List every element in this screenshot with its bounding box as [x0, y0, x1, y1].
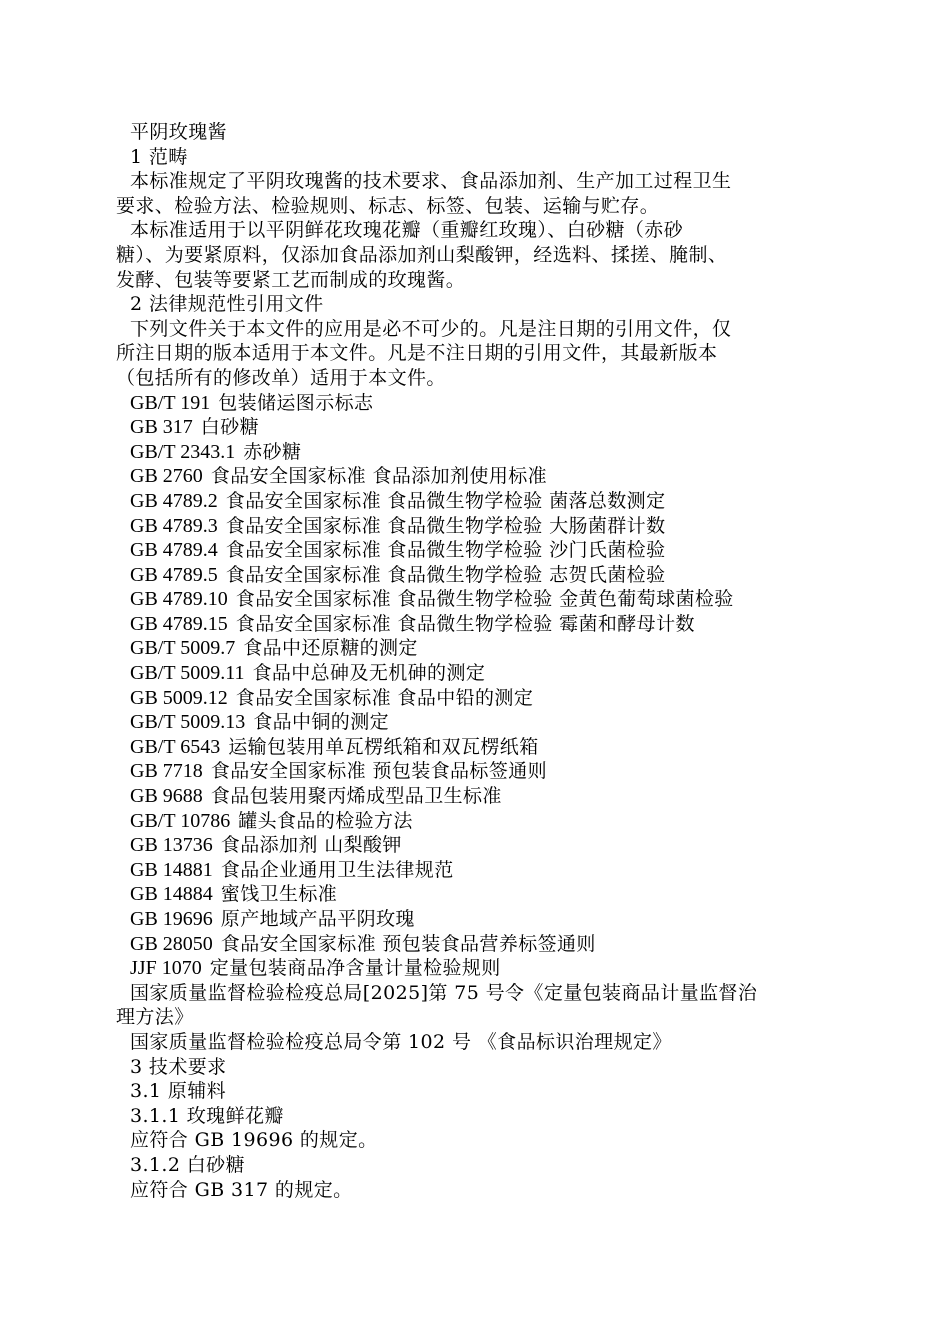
reference-item [116, 932, 836, 957]
reference-title: 包装储运图示标志 [218, 391, 374, 414]
reference-code: GB 28050 [130, 932, 213, 955]
reference-code: GB 14881 [130, 858, 213, 881]
section-3-heading: 3 技术要求 [130, 1055, 227, 1078]
section-3-1-2-heading: 3.1.2 白砂糖 [130, 1153, 245, 1176]
reference-title: 食品安全国家标准 食品微生物学检验 菌落总数测定 [225, 489, 666, 512]
reference-item [116, 661, 836, 686]
reference-title: 食品安全国家标准 食品微生物学检验 大肠菌群计数 [225, 514, 666, 537]
reference-code: GB/T 10786 [130, 809, 231, 832]
scope-paragraph-2-line-1: 本标准适用于以平阴鲜花玫瑰花瓣（重瓣红玫瑰）、白砂糖（赤砂 [130, 219, 684, 242]
scope-paragraph-1-line-2: 要求、检验方法、检验规则、标志、标签、包装、运输与贮存。 [116, 194, 660, 217]
reference-title: 定量包装商品净含量计量检验规则 [209, 957, 501, 980]
reference-title: 食品安全国家标准 预包装食品营养标签通则 [220, 932, 596, 955]
reference-code: GB 19696 [130, 908, 213, 930]
reference-code: GB/T 5009.7 [130, 637, 236, 660]
document-title: 平阴玫瑰酱 [130, 121, 228, 143]
reference-item [116, 415, 836, 440]
reference-item [116, 735, 836, 760]
reference-code: GB 4789.3 [130, 514, 218, 537]
reference-title: 白砂糖 [200, 416, 259, 439]
decree-2: 国家质量监督检验检疫总局令第 102 号 《食品标识治理规定》 [130, 1030, 672, 1053]
reference-code: GB 4789.4 [130, 539, 218, 562]
reference-item [116, 907, 836, 932]
reference-code: GB 7718 [130, 760, 203, 783]
reference-item [116, 464, 836, 489]
reference-code: GB 4789.15 [130, 612, 228, 635]
reference-title: 罐头食品的检验方法 [238, 809, 413, 832]
reference-code: GB/T 191 [130, 391, 211, 414]
reference-item [116, 440, 836, 465]
reference-title: 食品安全国家标准 食品添加剂使用标准 [210, 465, 548, 488]
reference-title: 食品安全国家标准 食品微生物学检验 霉菌和酵母计数 [235, 612, 695, 635]
reference-code: JJF 1070 [130, 957, 202, 980]
reference-item [116, 784, 836, 809]
section-2-heading: 2 法律规范性引用文件 [130, 293, 324, 316]
reference-code: GB/T 2343.1 [130, 440, 236, 463]
reference-item [116, 587, 836, 612]
reference-code: GB 4789.5 [130, 563, 218, 586]
reference-title: 食品中还原糖的测定 [243, 637, 418, 660]
reference-item [116, 809, 836, 834]
section-3-1-1-heading: 3.1.1 玫瑰鲜花瓣 [130, 1104, 284, 1127]
reference-code: GB 2760 [130, 465, 203, 488]
reference-item [116, 612, 836, 637]
reference-title: 食品安全国家标准 食品微生物学检验 金黄色葡萄球菌检验 [235, 588, 734, 611]
scope-paragraph-1-line-1: 本标准规定了平阴玫瑰酱的技术要求、食品添加剂、生产加工过程卫生 [130, 170, 732, 193]
reference-item [116, 956, 836, 981]
references-intro-line-2: 所注日期的版本适用于本文件。凡是不注日期的引用文件，其最新版本 [116, 342, 718, 365]
reference-code: GB 14884 [130, 883, 213, 906]
reference-code: GB/T 5009.11 [130, 662, 245, 685]
reference-code: GB 317 [130, 416, 193, 439]
reference-item [116, 563, 836, 588]
reference-title: 食品包装用聚丙烯成型品卫生标准 [210, 785, 502, 808]
reference-item [116, 882, 836, 907]
reference-title: 食品中铜的测定 [253, 711, 390, 734]
section-3-1-2-text: 应符合 GB 317 的规定。 [130, 1178, 353, 1201]
reference-code: GB/T 5009.13 [130, 711, 246, 734]
reference-title: 食品安全国家标准 食品微生物学检验 沙门氏菌检验 [225, 539, 666, 562]
decree-1-line-2: 理方法》 [116, 1006, 194, 1029]
reference-title: 食品安全国家标准 食品中铅的测定 [235, 686, 534, 709]
reference-title: 蜜饯卫生标准 [220, 883, 338, 906]
reference-item [116, 710, 836, 735]
reference-item [116, 538, 836, 563]
reference-title: 食品添加剂 山梨酸钾 [220, 834, 402, 857]
reference-item [116, 833, 836, 858]
section-3-1-1-text: 应符合 GB 19696 的规定。 [130, 1129, 378, 1152]
reference-title: 食品安全国家标准 食品微生物学检验 志贺氏菌检验 [225, 563, 666, 586]
reference-list [116, 391, 836, 981]
reference-item [116, 514, 836, 539]
references-intro-line-3: （包括所有的修改单）适用于本文件。 [116, 366, 446, 389]
references-intro-line-1: 下列文件关于本文件的应用是必不可少的。凡是注日期的引用文件，仅 [130, 317, 732, 340]
reference-item [116, 489, 836, 514]
reference-code: GB 13736 [130, 834, 213, 857]
reference-item [116, 686, 836, 711]
reference-item [116, 858, 836, 883]
section-1-heading: 1 范畴 [130, 145, 188, 168]
document-body [116, 120, 836, 1202]
scope-paragraph-2-line-3: 发酵、包装等要紧工艺而制成的玫瑰酱。 [116, 268, 466, 291]
reference-item [116, 759, 836, 784]
reference-title: 食品安全国家标准 预包装食品标签通则 [210, 760, 548, 783]
reference-code: GB 5009.12 [130, 686, 228, 709]
reference-item [116, 636, 836, 661]
reference-title: 原产地域产品平阴玫瑰 [220, 908, 415, 930]
reference-code: GB 4789.2 [130, 489, 218, 512]
scope-paragraph-2-line-2: 糖）、为要紧原料，仅添加食品添加剂山梨酸钾，经选料、揉搓、腌制、 [116, 243, 728, 266]
reference-item [116, 391, 836, 416]
reference-title: 赤砂糖 [243, 440, 302, 463]
decree-1-line-1: 国家质量监督检验检疫总局[2025]第 75 号令《定量包装商品计量监督治 [130, 981, 758, 1004]
section-3-1-heading: 3.1 原辅料 [130, 1080, 227, 1103]
reference-title: 食品企业通用卫生法律规范 [220, 858, 454, 881]
reference-code: GB 9688 [130, 785, 203, 808]
reference-code: GB/T 6543 [130, 735, 221, 758]
reference-title: 食品中总砷及无机砷的测定 [252, 662, 486, 685]
reference-title: 运输包装用单瓦楞纸箱和双瓦楞纸箱 [228, 735, 539, 758]
reference-code: GB 4789.10 [130, 588, 228, 611]
